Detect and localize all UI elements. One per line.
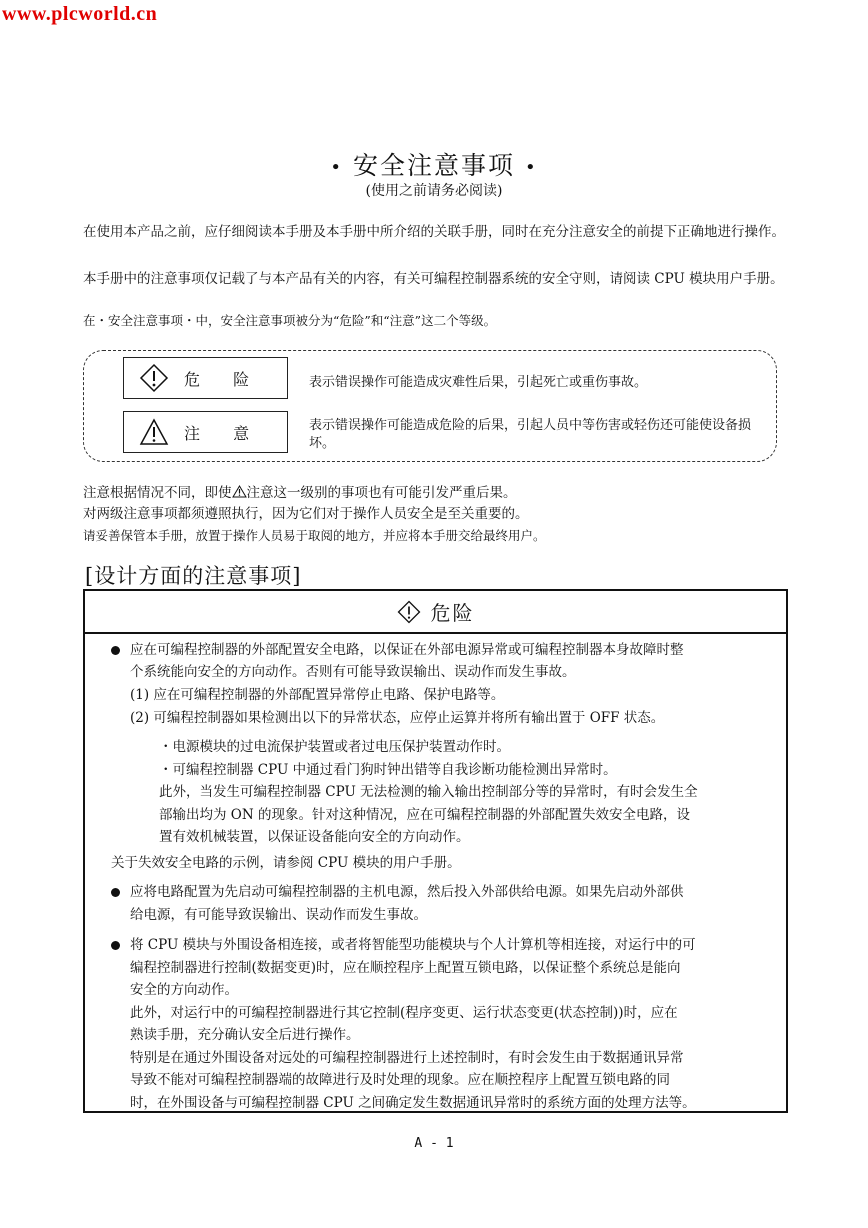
- b3-line6: 特别是在通过外围设备对远处的可编程控制器进行上述控制时，有时会发生由于数据通讯异常: [130, 1050, 684, 1066]
- b3-line3: 安全的方向动作。: [130, 982, 238, 998]
- b3-line7: 导致不能对可编程控制器端的故障进行及时处理的现象。应在顺控程序上配置互锁电路的同: [130, 1072, 670, 1088]
- caution-description: 表示错误操作可能造成危险的后果，引起人员中等伤害或轻伤还可能使设备损坏。: [309, 418, 752, 451]
- caution-icon: [124, 418, 184, 446]
- b2-line2: 给电源，有可能导致误输出、误动作而发生事故。: [130, 907, 427, 923]
- b1-more1: 此外，当发生可编程控制器 CPU 无法检测的输入输出控制部分等的异常时，有时会发生全: [159, 784, 698, 800]
- b1-reference: 关于失效安全电路的示例，请参阅 CPU 模块的用户手册。: [111, 855, 461, 871]
- section-title: [设计方面的注意事项]: [85, 564, 302, 588]
- b1-more3: 置有效机械装置，以保证设备能向安全的方向动作。: [159, 829, 470, 845]
- b3-line5: 熟读手册，充分确认安全后进行操作。: [130, 1027, 360, 1043]
- note-line-1: [83, 482, 793, 504]
- note-line-3: 请妥善保管本手册，放置于操作人员易于取阅的地方，并应将本手册交给最终用户。: [83, 528, 546, 543]
- bullet-2: [111, 888, 120, 897]
- page-number: A - 1: [414, 1136, 454, 1151]
- intro-paragraph-2: 本手册中的注意事项仅记载了与本产品有关的内容，有关可编程控制器系统的安全守则，请阅读 CPU 模块用户手册。: [83, 271, 784, 287]
- intro-paragraph-3: 在・安全注意事项・中，安全注意事项被分为“危险”和“注意”这二个等级。: [83, 313, 497, 328]
- caution-label-text: 注 意: [184, 423, 264, 443]
- b3-line1: 将 CPU 模块与外围设备相连接，或者将智能型功能模块与个人计算机等相连接，对运行中的可: [130, 937, 696, 953]
- danger-box-header: [85, 591, 786, 634]
- b2-line1: 应将电路配置为先启动可编程控制器的主机电源，然后投入外部供给电源。如果先启动外部供: [130, 884, 684, 900]
- watermark: www.plcworld.cn: [2, 3, 158, 25]
- title-bullet-left: •: [330, 157, 343, 178]
- danger-label-text: 危 险: [184, 369, 264, 389]
- b1-item2: (2) 可编程控制器如果检测出以下的异常状态，应停止运算并将所有输出置于 OFF 状态。: [130, 710, 665, 726]
- caution-inline-icon: [232, 485, 247, 498]
- b1-sub2: ・可编程控制器 CPU 中通过看门狗时钟出错等自我诊断功能检测出异常时。: [159, 762, 617, 778]
- b3-line2: 编程控制器进行控制(数据变更)时，应在顺控程序上配置互锁电路，以保证整个系统总是能向: [130, 960, 681, 976]
- title-bullet-right: •: [525, 157, 538, 178]
- b1-item1: (1) 应在可编程控制器的外部配置异常停止电路、保护电路等。: [130, 687, 505, 703]
- note-1a: 注意根据情况不同，即使: [83, 485, 232, 501]
- b1-more2: 部输出均为 ON 的现象。针对这种情况，应在可编程控制器的外部配置失效安全电路，设: [159, 807, 690, 823]
- danger-description: 表示错误操作可能造成灾难性后果，引起死亡或重伤事故。: [309, 375, 648, 390]
- b1-line1: 应在可编程控制器的外部配置安全电路，以保证在外部电源异常或可编程控制器本身故障时整: [130, 642, 684, 658]
- danger-precautions-box: [83, 589, 788, 1113]
- caution-level-label: [123, 411, 288, 453]
- title-text: 安全注意事项: [352, 151, 515, 180]
- note-line-2: 对两级注意事项都须遵照执行，因为它们对于操作人员安全是至关重要的。: [83, 506, 529, 522]
- b3-line8: 时，在外围设备与可编程控制器 CPU 之间确定发生数据通讯异常时的系统方面的处理方法等。: [130, 1095, 696, 1111]
- danger-icon: [124, 363, 184, 393]
- page-title: [0, 146, 868, 182]
- b1-line2: 个系统能向安全的方向动作。否则有可能导致误输出、误动作而发生事故。: [130, 664, 576, 680]
- intro-paragraph-1: 在使用本产品之前，应仔细阅读本手册及本手册中所介绍的关联手册，同时在充分注意安全的前提下正确地进行操作。: [83, 224, 785, 240]
- danger-header-icon: [397, 600, 421, 624]
- b3-line4: 此外，对运行中的可编程控制器进行其它控制(程序变更、运行状态变更(状态控制))时，应在: [130, 1005, 678, 1021]
- page-subtitle: (使用之前请务必阅读): [365, 183, 503, 199]
- note-1b: 注意这一级别的事项也有可能引发严重后果。: [246, 485, 517, 501]
- bullet-3: [111, 941, 120, 950]
- bullet-1: [111, 646, 120, 655]
- b1-sub1: ・电源模块的过电流保护装置或者过电压保护装置动作时。: [159, 739, 510, 755]
- danger-header-text: 危险: [430, 601, 475, 625]
- danger-level-label: [123, 357, 288, 399]
